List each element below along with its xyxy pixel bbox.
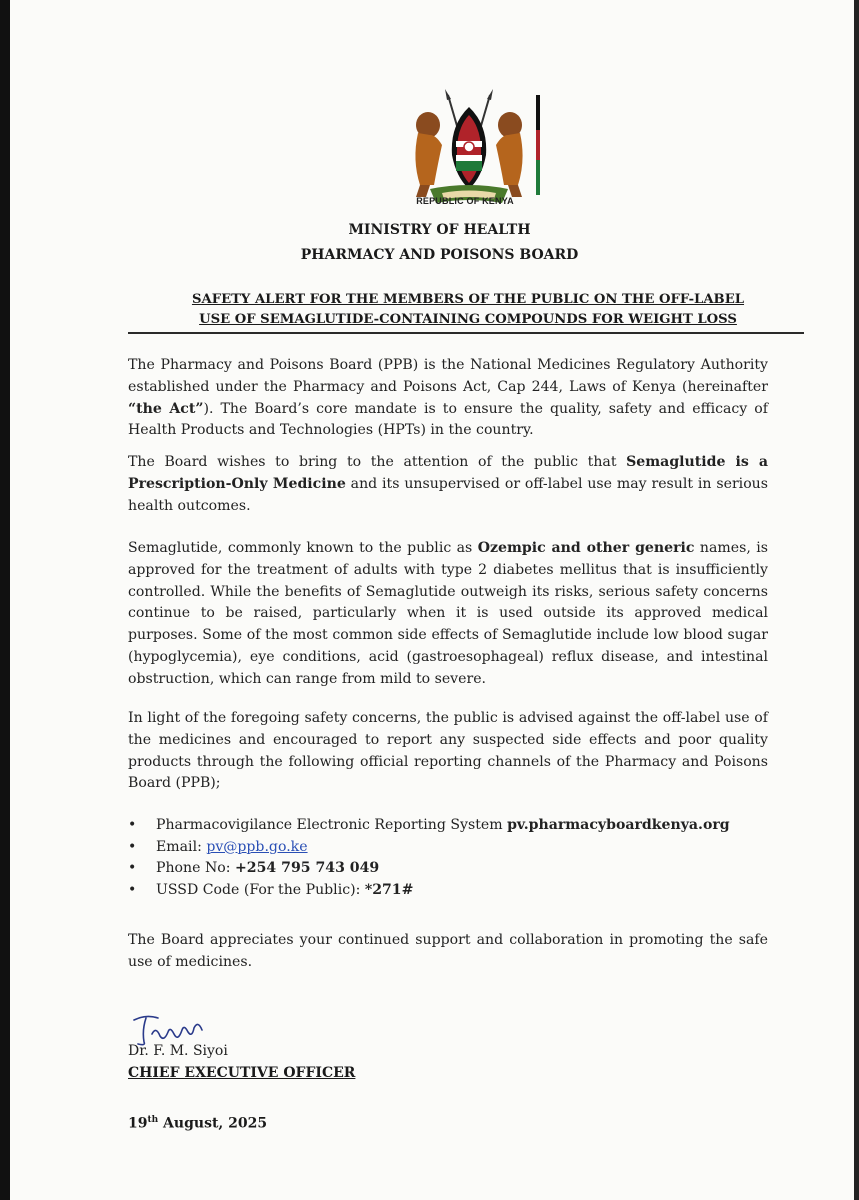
ussd-value: *271# bbox=[364, 881, 414, 898]
paragraph-mandate bbox=[128, 355, 768, 442]
semaglutide-text-2: names, is approved for the treatment of adults with type 2 diabetes mellitus that is insufficiently controlled. While the benefits of Semaglutide outweigh its risks, serious safety concerns continue to be raised, particularly when it is used outside its approved medical purposes. Some of the most common side effects of Semaglutide include low blood sugar (hypoglycemia), eye conditions, acid (gastroesophageal) reflux disease, and intestinal obstruction, which can range from mild to severe. bbox=[128, 540, 768, 687]
ussd-label: USSD Code (For the Public): bbox=[156, 881, 365, 898]
paragraph-prescription bbox=[128, 452, 768, 517]
subject-divider bbox=[128, 332, 804, 334]
email-link[interactable]: pv@ppb.go.ke bbox=[206, 838, 308, 855]
signer-name: Dr. F. M. Siyoi bbox=[128, 1043, 228, 1059]
paragraph-closing: The Board appreciates your continued support and collaboration in promoting the safe use of medicines. bbox=[128, 932, 768, 970]
mandate-bold: “the Act” bbox=[128, 400, 204, 417]
list-item bbox=[128, 880, 788, 902]
mandate-text-1: The Pharmacy and Poisons Board (PPB) is the National Medicines Regulatory Authority established under the Pharmacy and Poisons Act, Cap 244, Laws of Kenya (hereinafter bbox=[128, 357, 768, 395]
prescription-text-2: and its unsupervised or off-label use may result in serious health outcomes. bbox=[128, 475, 768, 514]
date-suffix: th bbox=[147, 1115, 159, 1125]
semaglutide-bold: Ozempic and other generic bbox=[477, 540, 695, 556]
subject-line-2: USE OF SEMAGLUTIDE-CONTAINING COMPOUNDS FOR WEIGHT LOSS bbox=[199, 312, 737, 327]
mandate-text-2: ). The Board’s core mandate is to ensure the quality, safety and efficacy of Health Products and Technologies (HPTs) in the country. bbox=[128, 400, 768, 439]
paragraph-advisory: In light of the foregoing safety concerns, the public is advised against the off-label use of the medicines and encouraged to report any suspected side effects and poor quality products through the following official reporting channels of the Pharmacy and Poisons Board (PPB); bbox=[128, 710, 768, 792]
email-label: Email: bbox=[156, 838, 207, 855]
list-item bbox=[128, 837, 788, 859]
signer-title: CHIEF EXECUTIVE OFFICER bbox=[128, 1065, 356, 1081]
list-item bbox=[128, 815, 788, 837]
prescription-text-1: The Board wishes to bring to the attention of the public that bbox=[128, 454, 627, 470]
document-date bbox=[128, 1115, 267, 1132]
semaglutide-text-1: Semaglutide, commonly known to the public as bbox=[128, 540, 478, 556]
subject-heading bbox=[128, 290, 808, 330]
system-link[interactable]: pv.pharmacyboardkenya.org bbox=[507, 817, 730, 833]
subject-line-1: SAFETY ALERT FOR THE MEMBERS OF THE PUBLIC ON THE OFF-LABEL bbox=[191, 292, 745, 307]
prescription-bold: Semaglutide is a Prescription-Only Medicine bbox=[128, 454, 768, 492]
system-label: Pharmacovigilance Electronic Reporting System bbox=[156, 817, 508, 833]
crest-caption: REPUBLIC OF KENYA bbox=[416, 196, 514, 206]
phone-label: Phone No: bbox=[156, 860, 235, 876]
reporting-channels-list bbox=[128, 815, 788, 901]
date-day: 19 bbox=[128, 1115, 148, 1132]
paragraph-semaglutide bbox=[128, 538, 768, 691]
date-rest: August, 2025 bbox=[158, 1115, 268, 1132]
list-item bbox=[128, 858, 788, 880]
ministry-heading: MINISTRY OF HEALTH bbox=[348, 222, 531, 238]
phone-value: +254 795 743 049 bbox=[235, 860, 380, 876]
board-heading: PHARMACY AND POISONS BOARD bbox=[300, 247, 579, 263]
